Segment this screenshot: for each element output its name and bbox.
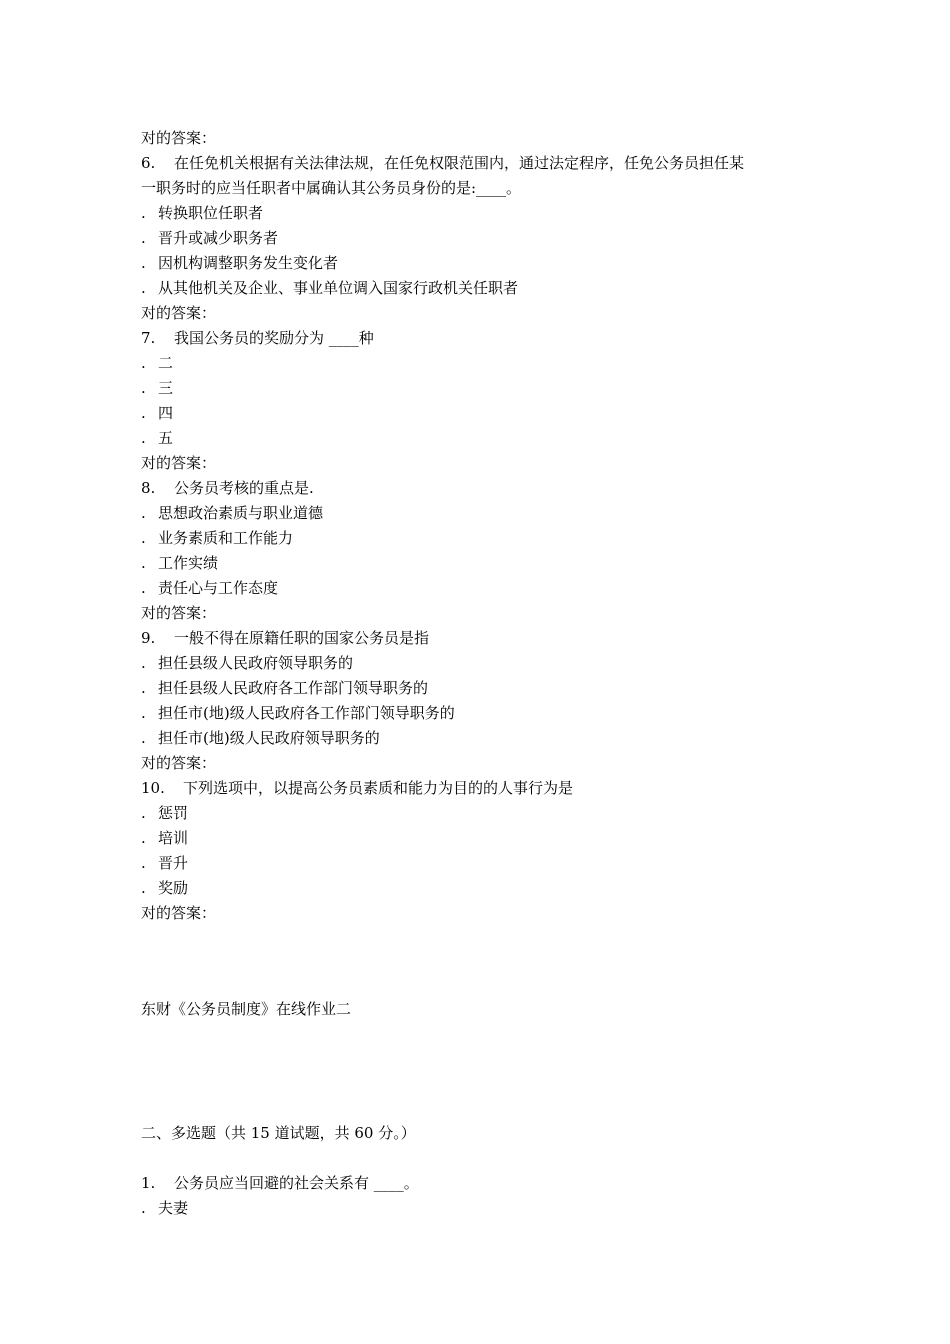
option-item: . 三 xyxy=(141,379,174,397)
multiple-choice-list xyxy=(141,1171,821,1221)
question-list xyxy=(141,126,821,926)
question-number: 7. xyxy=(141,329,156,347)
question-text: 下列选项中，以提高公务员素质和能力为目的的人事行为是 xyxy=(183,779,574,797)
answer-label: 对的答案： xyxy=(141,129,217,147)
option-item: . 业务素质和工作能力 xyxy=(141,529,294,547)
answer-label: 对的答案： xyxy=(141,604,217,622)
answer-label: 对的答案： xyxy=(141,304,217,322)
question-text: 在任免机关根据有关法律法规，在任免权限范围内，通过法定程序，任免公务员担任某 xyxy=(174,154,745,172)
question-text: 公务员应当回避的社会关系有 ____。 xyxy=(174,1174,419,1192)
option-item: . 担任县级人民政府领导职务的 xyxy=(141,654,354,672)
option-item: . 责任心与工作态度 xyxy=(141,579,279,597)
option-item: . 工作实绩 xyxy=(141,554,219,572)
option-item: . 晋升或减少职务者 xyxy=(141,229,279,247)
option-item: . 惩罚 xyxy=(141,804,189,822)
option-item: . 夫妻 xyxy=(141,1199,189,1217)
option-item: . 因机构调整职务发生变化者 xyxy=(141,254,339,272)
option-item: . 思想政治素质与职业道德 xyxy=(141,504,324,522)
answer-label: 对的答案： xyxy=(141,454,217,472)
question-number: 6. xyxy=(141,154,156,172)
question-number: 1. xyxy=(141,1174,156,1192)
question-stem xyxy=(141,326,821,351)
question-number: 10. xyxy=(141,779,165,797)
question-text: 我国公务员的奖励分为 ____种 xyxy=(174,329,374,347)
answer-label: 对的答案： xyxy=(141,904,217,922)
option-item: . 从其他机关及企业、事业单位调入国家行政机关任职者 xyxy=(141,279,519,297)
section-heading-multiple-choice: 二、多选题（共 15 道试题，共 60 分。） xyxy=(141,1124,416,1142)
assignment-title: 东财《公务员制度》在线作业二 xyxy=(141,1000,352,1018)
question-stem xyxy=(141,151,821,176)
question-text-continued: 一职务时的应当任职者中属确认其公务员身份的是:____。 xyxy=(141,179,522,197)
question-stem xyxy=(141,1171,821,1196)
question-text: 公务员考核的重点是. xyxy=(174,479,314,497)
option-item: . 二 xyxy=(141,354,174,372)
option-item: . 担任县级人民政府各工作部门领导职务的 xyxy=(141,679,429,697)
option-item: . 培训 xyxy=(141,829,189,847)
answer-label: 对的答案： xyxy=(141,754,217,772)
option-item: . 五 xyxy=(141,429,174,447)
question-text: 一般不得在原籍任职的国家公务员是指 xyxy=(174,629,430,647)
question-stem xyxy=(141,776,821,801)
option-item: . 担任市(地)级人民政府各工作部门领导职务的 xyxy=(141,704,455,722)
question-stem xyxy=(141,626,821,651)
option-item: . 晋升 xyxy=(141,854,189,872)
question-number: 9. xyxy=(141,629,156,647)
option-item: . 担任市(地)级人民政府领导职务的 xyxy=(141,729,380,747)
option-item: . 奖励 xyxy=(141,879,189,897)
question-number: 8. xyxy=(141,479,156,497)
option-item: . 四 xyxy=(141,404,174,422)
option-item: . 转换职位任职者 xyxy=(141,204,264,222)
question-stem xyxy=(141,476,821,501)
